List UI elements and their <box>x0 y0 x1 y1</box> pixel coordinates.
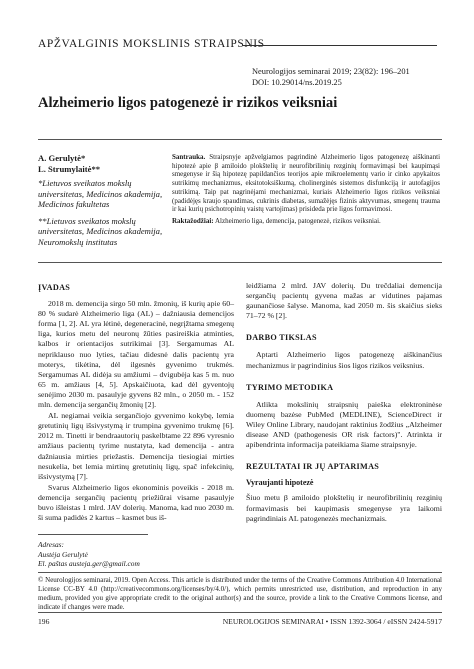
journal-citation: Neurologijos seminarai 2019; 23(82): 196–201 <box>252 67 410 76</box>
paragraph: leidžiama 2 mlrd. JAV dolerių. Du trečdaliai demencija sergančių pacientų gyvena mažas ar vidutines pajamas gaunančiose šalyse. Manoma, kad 2050 m. šis skaičius sieks 71–72 % [2]. <box>246 281 442 321</box>
journal-reference <box>252 66 410 88</box>
right-column <box>246 281 442 525</box>
page-number: 196 <box>38 617 50 626</box>
journal-issn: NEUROLOGIJOS SEMINARAI • ISSN 1392-3064 / eISSN 2424-5917 <box>222 617 442 626</box>
paragraph: Aptarti Alzheimerio ligos patogenezę aiškinančius mechanizmus ir pagrindinius šios ligos rizikos veiksnius. <box>246 350 442 370</box>
subsection-heading: Vyraujanti hipotezė <box>246 478 314 488</box>
contact-label: Adresas: <box>38 540 65 549</box>
author-name: L. Strumylaitė** <box>38 163 101 174</box>
abstract-label: Santrauka. <box>172 153 206 161</box>
header-rule <box>242 45 437 46</box>
paragraph: AL negiamai veikia sergančiojo gyvenimo kokybę, lemia gretutinių ligų išsivystymą ir trumpina gyvenimo trukmę [6]. 2012 m. Tinetti ir bendraautorių paskelbtame 22 896 vyresnio amžiaus pacientų tyrime nustatyta, kad demencija - antra dažniausia mirties priežastis. Demencija tiesiogiai mirties nesukelia, bet lemia mirtinų gretutinių ligų, spač infekcinių, išsivystymą [7]. <box>38 411 234 481</box>
license-text: © Neurologijos seminarai, 2019. Open Access. This article is distributed under the terms of the Creative Commons Attribution 4.0 International License CC-BY 4.0 (http://creativecommons.org/licenses/by/4.0/), which permits unrestricted use, distribution, and reproduction in any medium, provided you give appropriate credit to the original author(s) and the source, provide a link to the Creative Commons license, and indicate if changes were made. <box>38 576 442 611</box>
keywords-label: Raktažodžiai: <box>172 216 214 225</box>
abstract-rule <box>38 262 442 263</box>
section-heading: TYRIMO METODIKA <box>246 382 334 392</box>
keywords-text: Alzheimerio liga, demencija, patogenezė, rizikos veiksniai. <box>214 216 381 225</box>
contact-name: Austėja Gerulytė <box>38 549 88 559</box>
paragraph: Svarus Alzheimerio ligos ekonominis poveikis - 2018 m. demencija sergančių pacientų priežiūrai visame pasaulyje buvo išleistas 1 mlrd. JAV dolerių. Manoma, kad nuo 2030 m. ši suma padidės 2 kartus – kasmet bus iš- <box>38 482 234 523</box>
authors-block <box>38 153 163 247</box>
paragraph: Šiuo metu β amiloido plokštelių ir neurofibrilinių rezginių formavimasis bei kaupimasis smegenyse yra laikomi pagrindiniais AL patogenezės mechanizmais. <box>246 493 442 523</box>
section-heading: REZULTATAI IR JŲ APTARIMAS <box>246 462 380 472</box>
license-rule <box>38 572 442 573</box>
abstract <box>172 153 440 226</box>
author-affiliation: *Lietuvos sveikatos mokslų universitetas, Medicinos akademija, Medicinos fakultetas <box>38 178 163 209</box>
contact-block <box>38 540 140 569</box>
paragraph: 2018 m. demencija sirgo 50 mln. žmonių, iš kurių apie 60–80 % sudarė Alzheimerio liga (AL) – dažniausia demencijos forma [1, 2]. AL yra lėtinė, degeneracinė, negrįžtama smegenų liga, kurios metu del neuronų žūties pasireiškia atminties, kalbos ir orientacijos sutrikimai [3]. Sergamumas AL nepriklauso nuo lyties, tačiau didesnė dalis pacientų yra moterys, tikėtina, dėl ilgesnės gyvenimo trukmės. Sergamumas AL didėja su amžiumi – dvigubėja kas 5 m. nuo 65 m. amžiaus [4, 5]. Apskaičiuota, kad dėl gyventojų senėjimo 2030 m. pasaulyje gyvens 82 mln., o 2050 m. - 152 mln. demencija sergančių žmonių [2]. <box>38 299 234 410</box>
section-heading: DARBO TIKSLAS <box>246 333 317 343</box>
contact-email: El. paštas austeja.ger@gmail.com <box>38 559 140 568</box>
section-label: APŽVALGINIS MOKSLINIS STRAIPSNIS <box>38 38 265 50</box>
left-column <box>38 283 234 524</box>
author-affiliation: **Lietuvos sveikatos mokslų universitetas, Medicinos akademija, Neuromokslų institutas <box>38 215 163 247</box>
contact-rule <box>38 534 148 535</box>
footer-rule <box>38 612 442 613</box>
title-rule <box>38 139 442 140</box>
section-heading: ĮVADAS <box>38 283 71 292</box>
paragraph: Atlikta mokslinių straipsnių paieška elektroninėse duomenų bazėse PubMed (MEDLINE), ScienceDirect ir Wiley Online Library, naudojant raktinius žodžius „Alzheimer disease AND (pathogenesis OR risk factors)". Atrinkta ir apibendrinta informacija pateikiama šiame straipsnyje. <box>246 399 442 450</box>
abstract-text: Straipsnyje apžvelgiamos pagrindinė Alzheimerio ligos patogenezę aiškinanti hipotezė apie β amiloido plokštelių ir neurofibrilinių rezginių formavimąsi bei kaupimąsi smegenyse ir šią hipotezę papildančios teorijos apie mikroelementų vario ir cinko apykaitos sutrikimų mechanizmus, eksitotoksiškumą, cholinerginės sistemos disfunkciją ir autofagijos sutrikimą. Taip pat nagrinėjami mechanizmai, kuriais Alzheimerio ligos rizikos veiksniai (padidėjęs kraujo spaudimas, cukrinis diabetas, sumažėjęs fizinis aktyvumas, smegenų trauma ir kai kurių psichotropinių vaistų vartojimas) prisideda prie ligos formavimosi. <box>172 153 441 214</box>
article-title: Alzheimerio ligos patogenezė ir rizikos veiksniai <box>38 95 338 111</box>
author-name: A. Gerulytė* <box>38 153 86 163</box>
doi: DOI: 10.29014/ns.2019.25 <box>252 78 342 87</box>
